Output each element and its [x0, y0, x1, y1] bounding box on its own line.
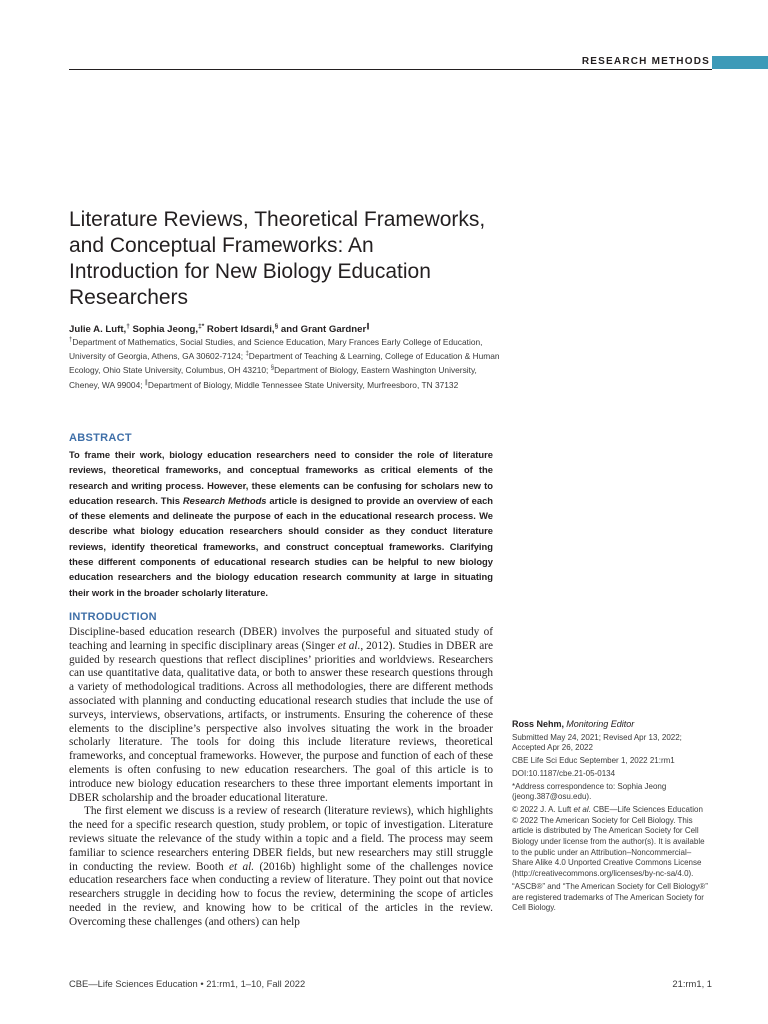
section-tag: RESEARCH METHODS [581, 56, 710, 67]
footer-page: 21:rm1, 1 [672, 978, 712, 989]
introduction-body [69, 626, 493, 930]
abstract-body [69, 447, 493, 600]
correspondence: *Address correspondence to: Sophia Jeong (jeong.387@osu.edu). [512, 781, 667, 802]
footer-journal: CBE—Life Sciences Education • 21:rm1, 1–10, Fall 2022 [69, 978, 306, 989]
author-name: Robert Idsardi, [204, 324, 275, 336]
editor-name: Ross Nehm, [512, 719, 565, 729]
paragraph [69, 805, 493, 929]
paragraph-text: Discipline-based education research (DBER) involves the purposeful and situated study of teaching and learning in specific disciplinary areas (Singer [69, 626, 493, 652]
copyright-italic: et al. [573, 804, 591, 814]
copyright-text: CBE—Life Sciences Education © 2022 The American Society for Cell Biology. This article is distributed by The American Society for Cell Biology under license from the author(s). It is available to the public under an Attribution–Noncommercial–Share Alike 4.0 Unported Creative Commons License (http://creativecommons.org/licenses/by-nc-sa/4.0). [512, 804, 705, 879]
header-rule [69, 69, 712, 70]
copyright [512, 805, 708, 880]
paragraph-text: , 2012). Studies in DBER are guided by research questions that reflect disciplines’ priorities and worldviews. Researchers can use quantitative data, qualitative data, or both to answer these research questions through a variety of methodological traditions. Across all methodologies, there are different methods associated with planning and conducting educational research studies that include the use of surveys, interviews, observations, artifacts, or instruments. Ensuring the coherence of these elements to the discipline’s perspective also involves situating the work in the broader scholarly literature. The tools for doing this include literature reviews, theoretical frameworks, and conceptual frameworks. However, the purpose and function of each of these elements is often confusing to new education researchers. The goal of this article is to introduce new biology education researchers to these three important elements important in DBER scholarship and the broader educational literature. [69, 639, 494, 804]
editor-line [512, 719, 708, 731]
author-mark: † [126, 323, 130, 330]
abstract-heading: ABSTRACT [69, 432, 132, 444]
article-sidebar [512, 719, 708, 916]
abstract-text: To frame their work, biology education researchers need to consider the role of literature reviews, theoretical frameworks, and conceptual frameworks as critical elements of the research and writing process. However, these elements can be confusing for scholars new to education research. This [69, 449, 493, 506]
author-mark: ∥ [366, 323, 370, 330]
doi-line: DOI:10.1187/cbe.21-05-0134 [512, 768, 616, 778]
abstract-italic: Research Methods [182, 494, 267, 506]
author-name: and Grant Gardner [278, 324, 367, 336]
trademark-note: “ASCB®” and “The American Society for Cell Biology®” are registered trademarks of The American Society for Cell Biology. [512, 881, 708, 913]
paragraph-italic: et al. [229, 860, 255, 873]
paragraph-text: (2016b) highlight some of the challenges novice education researchers face when conducting a review of literature. They point out that novice researchers struggle in deciding how to focus the review, determining the scope of articles needed in the review, and knowing how to be critical of the articles in the review. Overcoming these challenges (and others) can help [69, 860, 493, 928]
submission-dates: Submitted May 24, 2021; Revised Apr 13, 2022; Accepted Apr 26, 2022 [512, 732, 682, 753]
affiliation-mark: § [270, 365, 275, 372]
author-name: Sophia Jeong, [129, 324, 199, 336]
editor-role: Monitoring Editor [566, 719, 635, 729]
paragraph [69, 626, 493, 805]
introduction-heading: INTRODUCTION [69, 611, 157, 623]
paragraph-italic: et al. [337, 639, 361, 652]
affiliation-text: Department of Teaching & Learning, College of Education & Human Ecology, Ohio State University, Columbus, OH 43210; [69, 351, 500, 376]
citation-line: CBE Life Sci Educ September 1, 2022 21:rm1 [512, 756, 675, 766]
paragraph-text: The first element we discuss is a review of research (literature reviews), which highlights the need for a specific research question, study problem, or topic of investigation. Literature reviews situate the relevance of the study within a topic and a field. The process may seem familiar to science researchers entering DBER fields, but new researchers may still struggle in conducting the review. Booth [69, 805, 493, 873]
affiliation-text: Department of Mathematics, Social Studies, and Science Education, Mary Frances Early College of Education, University of Georgia, Athens, GA 30602-7124; [69, 336, 483, 361]
copyright-text: © 2022 J. A. Luft [512, 804, 574, 814]
article-title: Literature Reviews, Theoretical Frameworks, and Conceptual Frameworks: An Introduction for New Biology Education Researchers [69, 208, 486, 309]
affiliation-mark: ∥ [144, 379, 148, 386]
affiliation-text: Department of Biology, Middle Tennessee State University, Murfreesboro, TN 37132 [147, 379, 459, 390]
author-name: Julie A. Luft, [69, 324, 127, 336]
section-accent-bar [712, 56, 768, 69]
abstract-text: article is designed to provide an overview of each of these elements and delineate the purpose of each in the educational research process. We describe what biology education researchers should consider as they conduct literature reviews, identify theoretical frameworks, and construct conceptual frameworks. Clarifying these different components of educational research studies can be helpful to new biology education researchers and the biology education research community at large in situating their work in the broader scholarly literature. [69, 494, 494, 598]
affiliations [69, 334, 509, 391]
affiliation-text: Department of Biology, Eastern Washington University, Cheney, WA 99004; [69, 365, 477, 390]
affiliation-mark: † [69, 337, 73, 343]
affiliation-mark: ‡ [245, 351, 249, 358]
author-mark: ‡* [198, 323, 205, 330]
author-mark: § [274, 323, 279, 330]
